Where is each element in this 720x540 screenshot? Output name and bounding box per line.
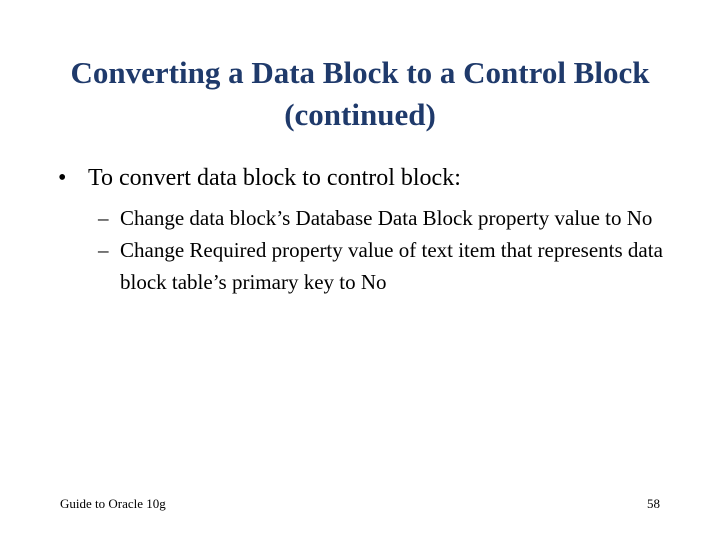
dash-marker: – xyxy=(98,206,109,230)
page-number: 58 xyxy=(647,496,660,511)
slide-body xyxy=(58,162,678,298)
sub-bullet-list xyxy=(58,202,678,298)
bullet-item xyxy=(58,162,678,194)
sub-bullet-item xyxy=(98,202,678,234)
slide-title: Converting a Data Block to a Control Block (continued) xyxy=(70,55,650,132)
bullet-marker: • xyxy=(58,165,67,191)
sub-bullet-text: Change data block’s Database Data Block property value to No xyxy=(120,206,653,230)
sub-bullet-text: Change Required property value of text item that represents data block table’s primary key to No xyxy=(120,238,663,294)
footer-text: Guide to Oracle 10g xyxy=(60,496,166,511)
dash-marker: – xyxy=(98,238,109,262)
bullet-text: To convert data block to control block: xyxy=(88,165,461,191)
sub-bullet-item xyxy=(98,234,678,298)
